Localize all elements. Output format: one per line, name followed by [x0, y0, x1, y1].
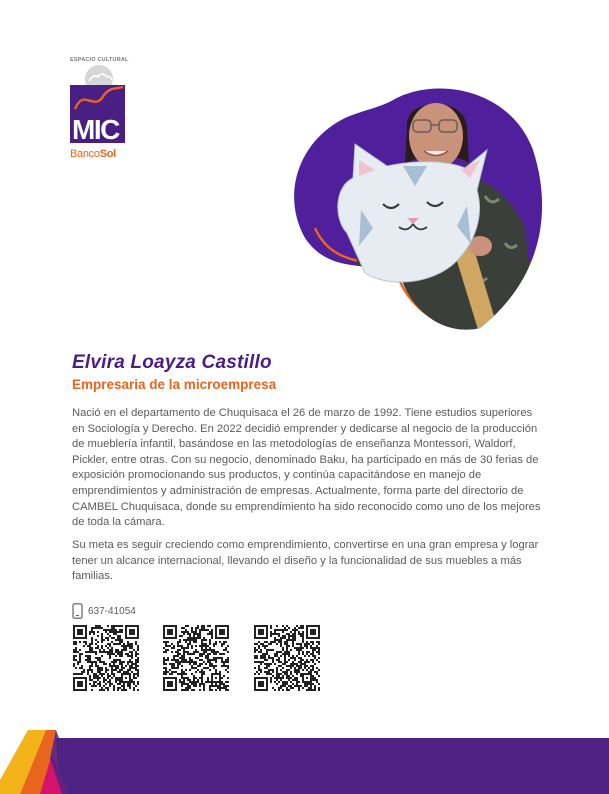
portrait-photo [275, 78, 550, 336]
brand-ribbon-logo [0, 728, 80, 794]
logo-sub-regular: Banco [70, 148, 100, 160]
person-role: Empresaria de la microempresa [72, 377, 277, 392]
bio-paragraph-1: Nació en el departamento de Chuquisaca el 26 de marzo de 1992. Tiene estudios superiores en Sociología y Derecho. En 2022 decidió emprender y dedicarse al negocio de la producción de mueblería infantil, basándose en las metodologías de enseñanza Montessori, Waldorf, Pickler, entre otras. Con su negocio, denominado Baku, ha participado en más de 30 ferias de exposición promocionando sus productos, y continúa capacitándose en manejo de emprendimientos y administración de empresas. Actualmente, forma parte del directorio de CAMBEL Chuquisaca, donde su emprendimiento ha sido reconocido como uno de los mejores de toda la cámara. [72, 407, 541, 529]
mobile-phone-icon [72, 603, 83, 619]
footer-band [48, 738, 609, 794]
qr-code-3[interactable] [254, 625, 320, 691]
person-name: Elvira Loayza Castillo [72, 352, 272, 373]
phone-number[interactable]: 637-41054 [88, 605, 136, 617]
logo-bancosol [70, 148, 116, 160]
person-face [409, 103, 463, 169]
logo-kicker: ESPACIO CULTURAL [70, 57, 129, 63]
qr-code-1[interactable] [73, 625, 139, 691]
logo-wordmark: MIC [72, 114, 119, 145]
mic-logo-mark [70, 65, 126, 147]
qr-code-2[interactable] [163, 625, 229, 691]
mic-bancosol-logo [70, 55, 130, 165]
bio-paragraph-2: Su meta es seguir creciendo como emprendimiento, convertirse en una gran empresa y lograr tener un alcance internacional, llevando el diseño y la funcionalidad de sus muebles a más familias. [72, 539, 539, 583]
logo-sub-bold: Sol [99, 148, 116, 160]
phone-contact [72, 603, 136, 619]
